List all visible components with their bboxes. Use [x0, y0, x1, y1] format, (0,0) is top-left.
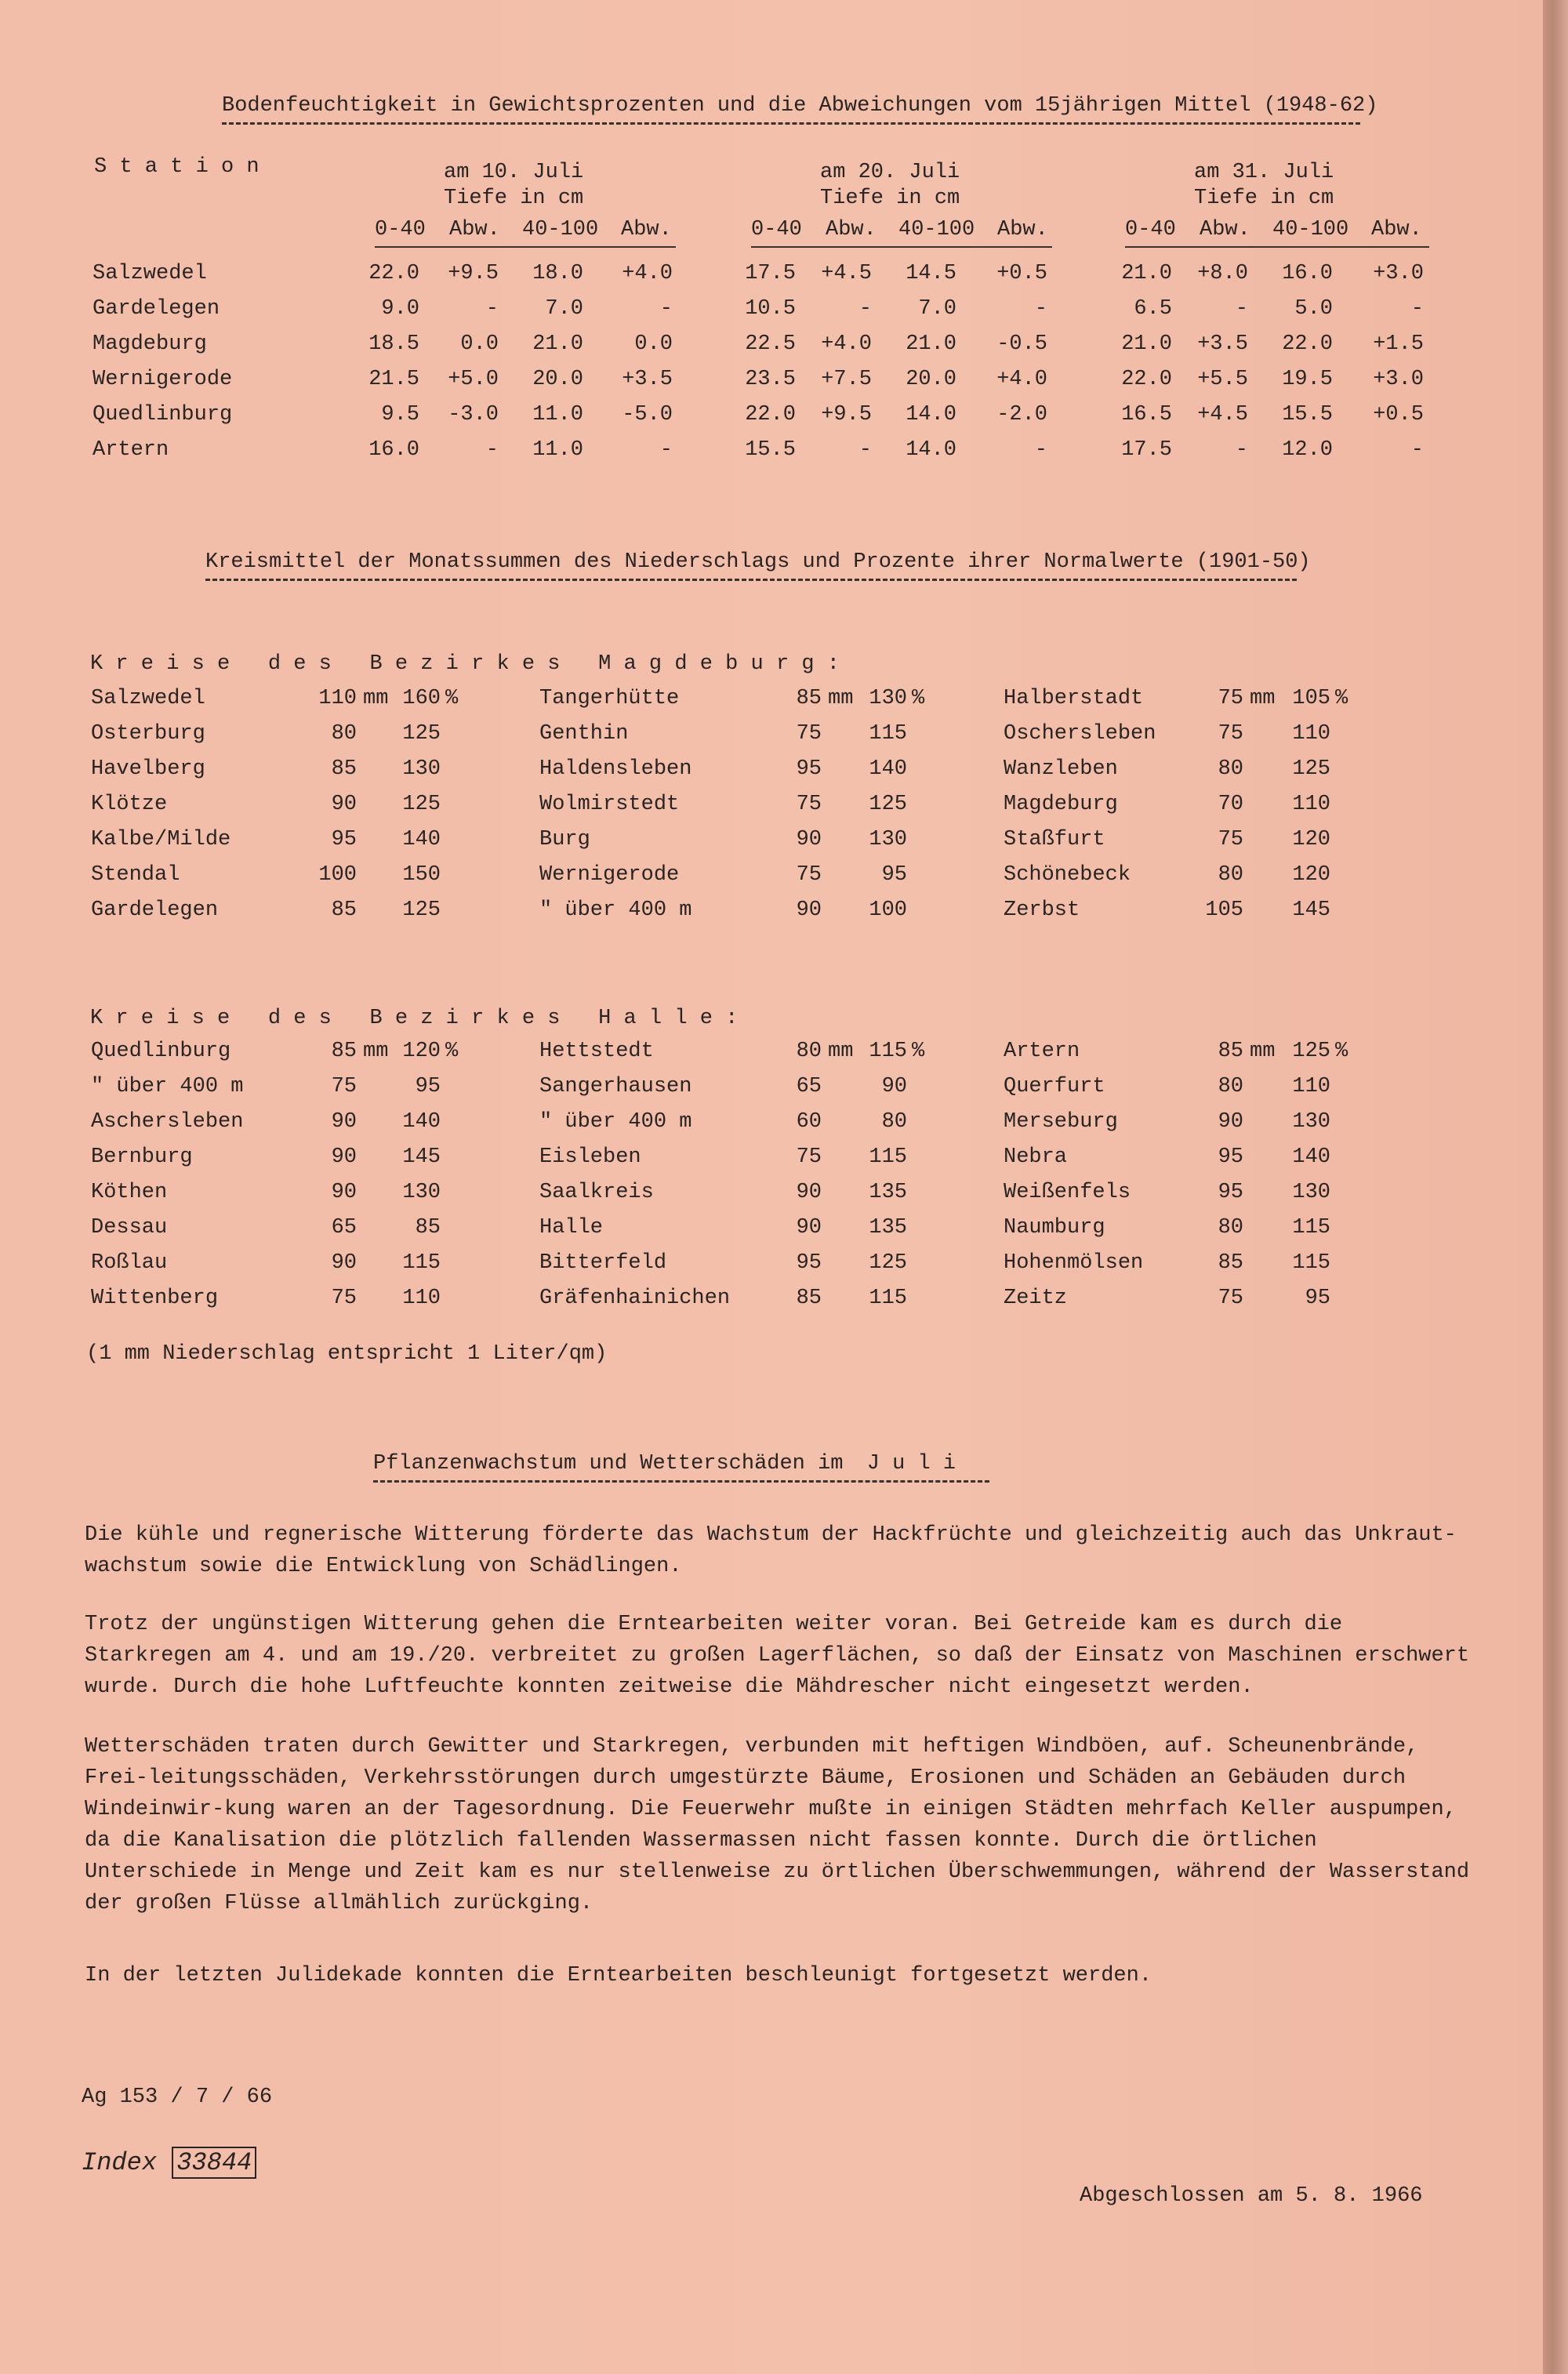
unit-pct: % — [1335, 687, 1348, 710]
district-pct: 140 — [402, 828, 441, 851]
district-pct: 95 — [881, 863, 907, 887]
district-pct: 125 — [402, 722, 441, 746]
unit-pct: % — [1335, 1040, 1348, 1063]
district-name: Salzwedel — [91, 687, 205, 710]
soil-value: +9.5 — [448, 262, 499, 285]
station-name: Gardelegen — [93, 297, 220, 321]
district-pct: 140 — [869, 757, 907, 781]
soil-value: +4.0 — [821, 332, 872, 356]
sub-header: Abw. — [826, 218, 877, 241]
district-mm: 90 — [796, 828, 822, 851]
soil-value: 21.0 — [1121, 332, 1172, 356]
sub-header-underline — [375, 246, 676, 248]
growth-title-underline — [373, 1480, 989, 1483]
district-mm: 90 — [331, 793, 357, 816]
district-mm: 65 — [331, 1216, 357, 1240]
soil-value: +4.0 — [996, 368, 1047, 391]
district-name: Quedlinburg — [91, 1040, 231, 1063]
soil-value: +0.5 — [1373, 403, 1424, 427]
index-label: Index — [82, 2148, 158, 2177]
soil-value: +5.5 — [1197, 368, 1248, 391]
district-pct: 80 — [881, 1110, 907, 1134]
district-name: Hettstedt — [539, 1040, 654, 1063]
district-mm: 65 — [796, 1075, 822, 1098]
district-name: Gardelegen — [91, 898, 219, 922]
district-name: Roßlau — [91, 1251, 168, 1275]
district-mm: 75 — [1218, 687, 1243, 710]
district-mm: 80 — [796, 1040, 822, 1063]
soil-value: 11.0 — [532, 438, 583, 462]
district-pct: 115 — [869, 1287, 907, 1310]
district-mm: 75 — [796, 722, 822, 746]
soil-value: - — [659, 438, 673, 462]
soil-value: 18.0 — [532, 262, 583, 285]
district-name: Bernburg — [91, 1145, 193, 1169]
district-pct: 130 — [869, 687, 907, 710]
district-name: Zerbst — [1004, 898, 1080, 922]
district-pct: 125 — [1292, 757, 1330, 781]
date-label: am 31. Juli — [1194, 161, 1334, 184]
soil-value: 16.0 — [1282, 262, 1333, 285]
district-pct: 140 — [402, 1110, 441, 1134]
sub-header: 40-100 — [1272, 218, 1349, 241]
soil-value: +4.5 — [821, 262, 872, 285]
district-pct: 125 — [402, 793, 441, 816]
district-mm: 90 — [331, 1110, 357, 1134]
soil-value: 21.0 — [532, 332, 583, 356]
unit-mm: mm — [828, 1040, 854, 1063]
soil-value: 22.0 — [368, 262, 419, 285]
soil-value: 17.5 — [745, 262, 796, 285]
district-pct: 115 — [1292, 1251, 1330, 1275]
district-mm: 110 — [318, 687, 357, 710]
district-mm: 80 — [1218, 757, 1243, 781]
soil-value: - — [485, 297, 499, 321]
soil-value: 15.5 — [1282, 403, 1333, 427]
district-pct: 115 — [869, 1145, 907, 1169]
paragraph-1: Die kühle und regnerische Witterung förderte das Wachstum der Hackfrüchte und gleichzeitig auch das Unkraut-wachstum sowie die Entwicklung von Schädlingen. — [85, 1523, 1457, 1578]
precip-title-underline — [205, 579, 1297, 581]
soil-value: -0.5 — [996, 332, 1047, 356]
growth-title — [373, 1452, 956, 1476]
district-mm: 95 — [796, 757, 822, 781]
soil-title-underline — [222, 122, 1360, 125]
district-name: Saalkreis — [539, 1181, 654, 1204]
soil-value: +3.5 — [1197, 332, 1248, 356]
district-pct: 130 — [402, 1181, 441, 1204]
sub-header: Abw. — [449, 218, 500, 241]
district-name: Nebra — [1004, 1145, 1068, 1169]
district-pct: 90 — [881, 1075, 907, 1098]
soil-value: - — [858, 438, 872, 462]
district-mm: 85 — [1218, 1040, 1243, 1063]
district-mm: 90 — [796, 1181, 822, 1204]
sub-header: 40-100 — [898, 218, 975, 241]
soil-value: 14.5 — [906, 262, 956, 285]
soil-value: 20.0 — [906, 368, 956, 391]
depth-label: Tiefe in cm — [444, 187, 584, 210]
precip-note: (1 mm Niederschlag entspricht 1 Liter/qm) — [86, 1342, 608, 1366]
district-mm: 60 — [796, 1110, 822, 1134]
soil-value: 7.0 — [918, 297, 956, 321]
soil-title: Bodenfeuchtigkeit in Gewichtsprozenten und die Abweichungen vom 15jährigen Mittel (1948-62) — [222, 94, 1378, 118]
district-pct: 110 — [1292, 1075, 1330, 1098]
district-mm: 85 — [331, 1040, 357, 1063]
district-mm: 85 — [331, 757, 357, 781]
district-name: Sangerhausen — [539, 1075, 692, 1098]
district-mm: 85 — [796, 1287, 822, 1310]
soil-value: -2.0 — [996, 403, 1047, 427]
district-pct: 120 — [402, 1040, 441, 1063]
page-edge — [1543, 0, 1568, 2374]
sub-header-underline — [1125, 246, 1429, 248]
district-name: Tangerhütte — [539, 687, 680, 710]
depth-label: Tiefe in cm — [1194, 187, 1334, 210]
halle-header: K r e i s e d e s B e z i r k e s H a l l e : — [90, 1007, 739, 1030]
district-name: Kalbe/Milde — [91, 828, 231, 851]
soil-value: 16.5 — [1121, 403, 1172, 427]
soil-value: +5.0 — [448, 368, 499, 391]
unit-pct: % — [445, 687, 459, 710]
soil-value: 16.0 — [368, 438, 419, 462]
district-name: Querfurt — [1004, 1075, 1105, 1098]
district-mm: 95 — [1218, 1181, 1243, 1204]
district-pct: 135 — [869, 1181, 907, 1204]
soil-value: 0.0 — [460, 332, 499, 356]
soil-value: +4.5 — [1197, 403, 1248, 427]
district-mm: 75 — [796, 863, 822, 887]
soil-value: +0.5 — [996, 262, 1047, 285]
soil-value: 22.0 — [1121, 368, 1172, 391]
district-mm: 70 — [1218, 793, 1243, 816]
district-pct: 95 — [415, 1075, 441, 1098]
station-name: Salzwedel — [93, 262, 207, 285]
soil-value: +1.5 — [1373, 332, 1424, 356]
unit-pct: % — [912, 687, 925, 710]
paragraph-4: In der letzten Julidekade konnten die Erntearbeiten beschleunigt fortgesetzt werden. — [85, 1964, 1152, 1987]
district-name: Weißenfels — [1004, 1181, 1131, 1204]
soil-value: 7.0 — [545, 297, 583, 321]
district-pct: 95 — [1305, 1287, 1330, 1310]
soil-value: 21.5 — [368, 368, 419, 391]
soil-value: 18.5 — [368, 332, 419, 356]
station-name: Wernigerode — [93, 368, 233, 391]
soil-value: +3.0 — [1373, 368, 1424, 391]
soil-value: - — [858, 297, 872, 321]
soil-value: 19.5 — [1282, 368, 1333, 391]
district-pct: 115 — [402, 1251, 441, 1275]
district-name: Staßfurt — [1004, 828, 1105, 851]
district-mm: 90 — [1218, 1110, 1243, 1134]
district-name: Halberstadt — [1004, 687, 1144, 710]
district-mm: 75 — [796, 1145, 822, 1169]
date-label: am 10. Juli — [444, 161, 584, 184]
district-name: Wanzleben — [1004, 757, 1118, 781]
growth-title-month: J u l i — [866, 1452, 956, 1476]
district-mm: 90 — [796, 1216, 822, 1240]
sub-header: Abw. — [1371, 218, 1422, 241]
soil-value: +3.5 — [622, 368, 673, 391]
district-name: Wittenberg — [91, 1287, 219, 1310]
district-name: Oschersleben — [1004, 722, 1156, 746]
district-mm: 80 — [1218, 1216, 1243, 1240]
unit-pct: % — [445, 1040, 459, 1063]
district-mm: 75 — [796, 793, 822, 816]
district-name: Merseburg — [1004, 1110, 1118, 1134]
soil-value: 11.0 — [532, 403, 583, 427]
sub-header: 0-40 — [1125, 218, 1176, 241]
date-label: am 20. Juli — [820, 161, 960, 184]
district-pct: 140 — [1292, 1145, 1330, 1169]
district-name: Wolmirstedt — [539, 793, 680, 816]
district-name: Artern — [1004, 1040, 1080, 1063]
district-mm: 75 — [1218, 1287, 1243, 1310]
soil-value: 22.5 — [745, 332, 796, 356]
soil-value: 14.0 — [906, 438, 956, 462]
growth-title-prefix: Pflanzenwachstum und Wetterschäden im — [373, 1452, 844, 1476]
district-mm: 90 — [331, 1181, 357, 1204]
district-pct: 150 — [402, 863, 441, 887]
district-pct: 110 — [402, 1287, 441, 1310]
soil-value: 15.5 — [745, 438, 796, 462]
district-name: Bitterfeld — [539, 1251, 667, 1275]
unit-pct: % — [912, 1040, 925, 1063]
district-name: Dessau — [91, 1216, 168, 1240]
district-name: Stendal — [91, 863, 180, 887]
district-name: Halle — [539, 1216, 604, 1240]
soil-value: 5.0 — [1294, 297, 1333, 321]
district-pct: 110 — [1292, 722, 1330, 746]
district-pct: 125 — [1292, 1040, 1330, 1063]
soil-value: 9.0 — [381, 297, 419, 321]
soil-value: - — [485, 438, 499, 462]
soil-value: 20.0 — [532, 368, 583, 391]
unit-mm: mm — [1250, 1040, 1276, 1063]
district-mm: 75 — [1218, 722, 1243, 746]
district-pct: 145 — [402, 1145, 441, 1169]
district-pct: 115 — [869, 1040, 907, 1063]
district-name: Magdeburg — [1004, 793, 1118, 816]
district-pct: 85 — [415, 1216, 441, 1240]
district-pct: 145 — [1292, 898, 1330, 922]
station-name: Artern — [93, 438, 169, 462]
district-pct: 130 — [1292, 1181, 1330, 1204]
station-name: Quedlinburg — [93, 403, 233, 427]
soil-value: - — [1235, 438, 1248, 462]
magdeburg-header: K r e i s e d e s B e z i r k e s M a g d e b u r g : — [90, 652, 840, 676]
district-mm: 95 — [796, 1251, 822, 1275]
district-name: " über 400 m — [539, 1110, 692, 1134]
soil-value: -3.0 — [448, 403, 499, 427]
soil-value: - — [1034, 297, 1047, 321]
district-pct: 160 — [402, 687, 441, 710]
soil-value: 12.0 — [1282, 438, 1333, 462]
station-label: S t a t i o n — [94, 155, 260, 179]
index-stamp — [82, 2148, 256, 2177]
district-mm: 90 — [796, 898, 822, 922]
district-mm: 80 — [1218, 1075, 1243, 1098]
district-name: Eisleben — [539, 1145, 641, 1169]
reference-number: Ag 153 / 7 / 66 — [82, 2085, 273, 2109]
soil-value: +9.5 — [821, 403, 872, 427]
district-mm: 100 — [318, 863, 357, 887]
soil-value: - — [1410, 438, 1424, 462]
district-pct: 120 — [1292, 863, 1330, 887]
paragraph-3: Wetterschäden traten durch Gewitter und Starkregen, verbunden mit heftigen Windböen, auf. Scheunenbrände, Frei-leitungsschäden, Verkehrsstörungen durch umgestürzte Bäume, Erosionen und Schäden an Gebäuden durch Windeinwir-kung waren an der Tagesordnung. Die Feuerwehr mußte in einigen Städten mehrfach Keller auspumpen, da die Kanalisation die plötzlich fallenden Wassermassen nicht fassen konnte. Durch die örtlichen Unterschiede in Menge und Zeit kam es nur stellenweise zu örtlichen Überschwemmungen, während der Wasserstand der großen Flüsse allmählich zurückging. — [85, 1735, 1470, 1915]
district-pct: 125 — [869, 1251, 907, 1275]
soil-value: - — [659, 297, 673, 321]
unit-mm: mm — [1250, 687, 1276, 710]
district-pct: 125 — [869, 793, 907, 816]
unit-mm: mm — [828, 687, 854, 710]
soil-value: 22.0 — [745, 403, 796, 427]
district-mm: 85 — [1218, 1251, 1243, 1275]
district-name: Köthen — [91, 1181, 168, 1204]
district-mm: 90 — [331, 1145, 357, 1169]
district-pct: 130 — [402, 757, 441, 781]
district-name: Osterburg — [91, 722, 205, 746]
soil-value: 0.0 — [634, 332, 673, 356]
soil-value: - — [1034, 438, 1047, 462]
soil-value: +8.0 — [1197, 262, 1248, 285]
district-mm: 85 — [796, 687, 822, 710]
sub-header: Abw. — [621, 218, 672, 241]
sub-header: 0-40 — [751, 218, 802, 241]
soil-value: +7.5 — [821, 368, 872, 391]
closing-date: Abgeschlossen am 5. 8. 1966 — [1080, 2184, 1423, 2208]
soil-value: 14.0 — [906, 403, 956, 427]
soil-value: - — [1410, 297, 1424, 321]
soil-value: 21.0 — [1121, 262, 1172, 285]
district-name: Gräfenhainichen — [539, 1287, 731, 1310]
soil-value: 9.5 — [381, 403, 419, 427]
district-pct: 115 — [1292, 1216, 1330, 1240]
depth-label: Tiefe in cm — [820, 187, 960, 210]
unit-mm: mm — [363, 1040, 389, 1063]
district-name: Aschersleben — [91, 1110, 244, 1134]
district-name: " über 400 m — [539, 898, 692, 922]
station-name: Magdeburg — [93, 332, 207, 356]
sub-header: Abw. — [997, 218, 1048, 241]
district-mm: 80 — [331, 722, 357, 746]
soil-value: 10.5 — [745, 297, 796, 321]
district-pct: 120 — [1292, 828, 1330, 851]
district-name: Genthin — [539, 722, 629, 746]
district-pct: 115 — [869, 722, 907, 746]
district-name: Naumburg — [1004, 1216, 1105, 1240]
soil-value: 22.0 — [1282, 332, 1333, 356]
index-number: 33844 — [172, 2147, 256, 2179]
soil-value: - — [1235, 297, 1248, 321]
district-pct: 130 — [869, 828, 907, 851]
district-pct: 130 — [1292, 1110, 1330, 1134]
district-mm: 75 — [331, 1075, 357, 1098]
unit-mm: mm — [363, 687, 389, 710]
soil-value: -5.0 — [622, 403, 673, 427]
soil-value: 23.5 — [745, 368, 796, 391]
sub-header: 40-100 — [522, 218, 599, 241]
district-mm: 75 — [1218, 828, 1243, 851]
district-pct: 100 — [869, 898, 907, 922]
district-mm: 90 — [331, 1251, 357, 1275]
sub-header: Abw. — [1200, 218, 1250, 241]
district-mm: 95 — [1218, 1145, 1243, 1169]
soil-value: 6.5 — [1134, 297, 1172, 321]
soil-value: +4.0 — [622, 262, 673, 285]
district-mm: 80 — [1218, 863, 1243, 887]
soil-value: 21.0 — [906, 332, 956, 356]
district-name: Havelberg — [91, 757, 205, 781]
district-mm: 75 — [331, 1287, 357, 1310]
district-pct: 105 — [1292, 687, 1330, 710]
precip-title: Kreismittel der Monatssummen des Niederschlags und Prozente ihrer Normalwerte (1901-50) — [205, 550, 1311, 574]
district-name: Schönebeck — [1004, 863, 1131, 887]
district-mm: 85 — [331, 898, 357, 922]
district-name: Wernigerode — [539, 863, 680, 887]
paragraph-2: Trotz der ungünstigen Witterung gehen die Erntearbeiten weiter voran. Bei Getreide kam es durch die Starkregen am 4. und am 19./20. verbreitet zu großen Lagerflächen, so daß der Einsatz von Maschinen erschwert wurde. Durch die hohe Luftfeuchte konnten zeitweise die Mähdrescher nicht eingesetzt werden. — [85, 1613, 1470, 1699]
district-name: Klötze — [91, 793, 168, 816]
district-mm: 95 — [331, 828, 357, 851]
sub-header-underline — [751, 246, 1052, 248]
district-name: Hohenmölsen — [1004, 1251, 1144, 1275]
soil-value: 17.5 — [1121, 438, 1172, 462]
district-name: Zeitz — [1004, 1287, 1068, 1310]
district-mm: 105 — [1205, 898, 1243, 922]
district-name: Haldensleben — [539, 757, 692, 781]
district-pct: 125 — [402, 898, 441, 922]
district-pct: 135 — [869, 1216, 907, 1240]
district-name: Burg — [539, 828, 590, 851]
district-pct: 110 — [1292, 793, 1330, 816]
sub-header: 0-40 — [375, 218, 426, 241]
district-name: " über 400 m — [91, 1075, 244, 1098]
soil-value: +3.0 — [1373, 262, 1424, 285]
